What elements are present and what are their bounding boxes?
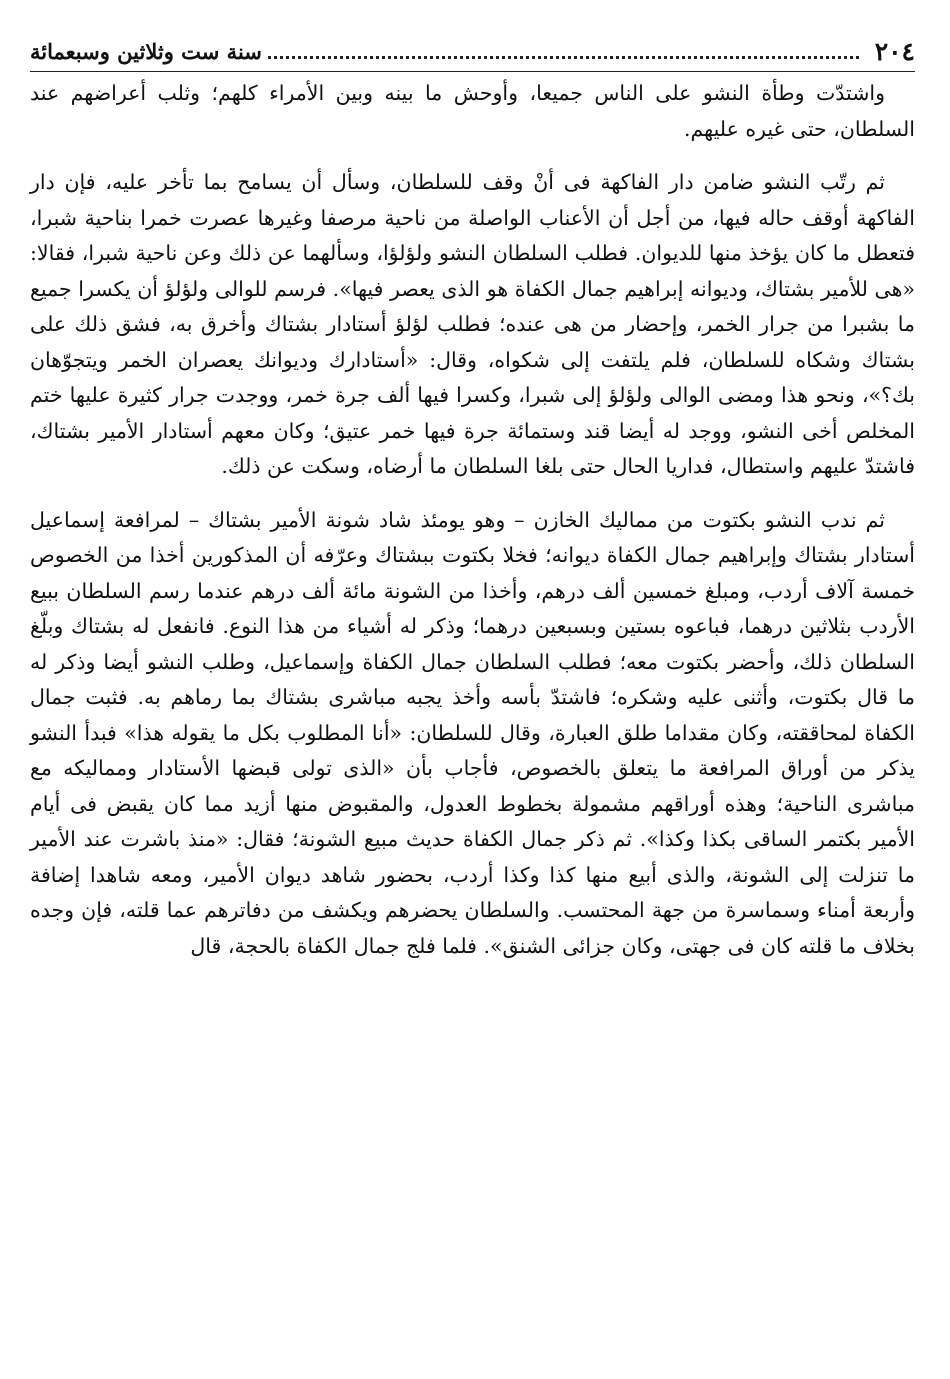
paragraph: واشتدّت وطأة النشو على الناس جميعا، وأوحش ما بينه وبين الأمراء كلهم؛ وثلب أعراضهم عند السلطان، حتى غيره عليهم. [30, 81, 915, 141]
paragraph: ثم رتّب النشو ضامن دار الفاكهة فى أنْ وقف للسلطان، وسأل أن يسامح بما تأخر عليه، فإن دار الفاكهة أوقف حاله فيها، من أجل أن الأعناب الواصلة من ناحية مرصفا وغيرها عصرت خمرا بناحية شبرا، فتعطل ما كان يؤخذ منها للديوان. فطلب السلطان النشو ولؤلؤا، وسألهما عن ذلك وعن ناحية شبرا، فقالا: «هى للأمير بشتاك، وديوانه إبراهيم جمال الكفاة هو الذى يعصر فيها». فرسم للوالى ولؤلؤ أن يكسرا جميع ما بشبرا من جرار الخمر، وإحضار من هى عنده؛ فطلب لؤلؤ أستادار بشتاك وأخرق به، فشق ذلك على بشتاك وشكاه للسلطان، فلم يلتفت إلى شكواه، وقال: «أستادارك وديوانك يعصران الخمر ويتجوّهان بك؟»، ونحو هذا ومضى الوالى ولؤلؤ إلى شبرا، وكسرا فيها ألف جرة خمر، ووجدت جرار كثيرة عليها ختم المخلص أخى النشو، ووجد له أيضا قند وستمائة جرة فيها خمر عتيق؛ وكان معهم أستادار الأمير بشتاك، فاشتدّ عليهم واستطال، فداريا الحال حتى بلغا السلطان ما أرضاه، وسكت عن ذلك. [30, 170, 915, 478]
header-dot-leader [268, 56, 859, 59]
document-page [30, 28, 915, 1368]
paragraph: ثم ندب النشو بكتوت من مماليك الخازن – وهو يومئذ شاد شونة الأمير بشتاك – لمرافعة إسماعيل أستادار بشتاك وإبراهيم جمال الكفاة ديوانه؛ فخلا بكتوت ببشتاك وعرّفه أن المذكورين أخذا من الخصوص خمسة آلاف أردب، ومبلغ خمسين ألف درهم، وأخذا من الشونة مائة ألف درهم عندما رسم السلطان ببيع الأردب بثلاثين درهما، فباعوه بستين وبسبعين درهما؛ وذكر له أشياء من هذا النوع. فانفعل له بشتاك وبلّغ السلطان ذلك، وأحضر بكتوت معه؛ فطلب السلطان جمال الكفاة وإسماعيل، وطلب النشو أيضا وذكر له ما قال بكتوت، وأثنى عليه وشكره؛ فاشتدّ بأسه وأخذ يجبه مباشرى بشتاك بما رماهم به. فثبت جمال الكفاة لمحاققته، وكان مقداما طلق العبارة، وقال للسلطان: «أنا المطلوب بكل ما يقوله هذا» فبدأ النشو يذكر من أوراق المرافعة ما يتعلق بالخصوص، فأجاب بأن «الذى تولى قبضها الأستادار ومماليكه مع مباشرى الناحية؛ وهذه أوراقهم مشمولة بخطوط العدول، والمقبوض منها أزيد مما كان يقبض فى أيام الأمير بكتمر الساقى بكذا وكذا». ثم ذكر جمال الكفاة حديث مبيع الشونة؛ فقال: «منذ باشرت عند الأمير ما تنزلت إلى الشونة، والذى أبيع منها كذا وكذا أردب، بحضور شاهد ديوان الأمير، ومعه شاهدا إضافة وأربعة أمناء وسماسرة من جهة المحتسب. والسلطان يحضرهم ويكشف من دفاترهم عما قلته، فإن وجده بخلاف ما قلته كان فى جهتى، وكان جزائى الشنق». فلما فلج جمال الكفاة بالحجة، قال [30, 507, 915, 958]
page-header [30, 28, 915, 72]
page-number: ٢٠٤ [874, 37, 915, 66]
body-text [30, 76, 915, 964]
running-title: سنة ست وثلاثين وسبعمائة [30, 39, 262, 64]
